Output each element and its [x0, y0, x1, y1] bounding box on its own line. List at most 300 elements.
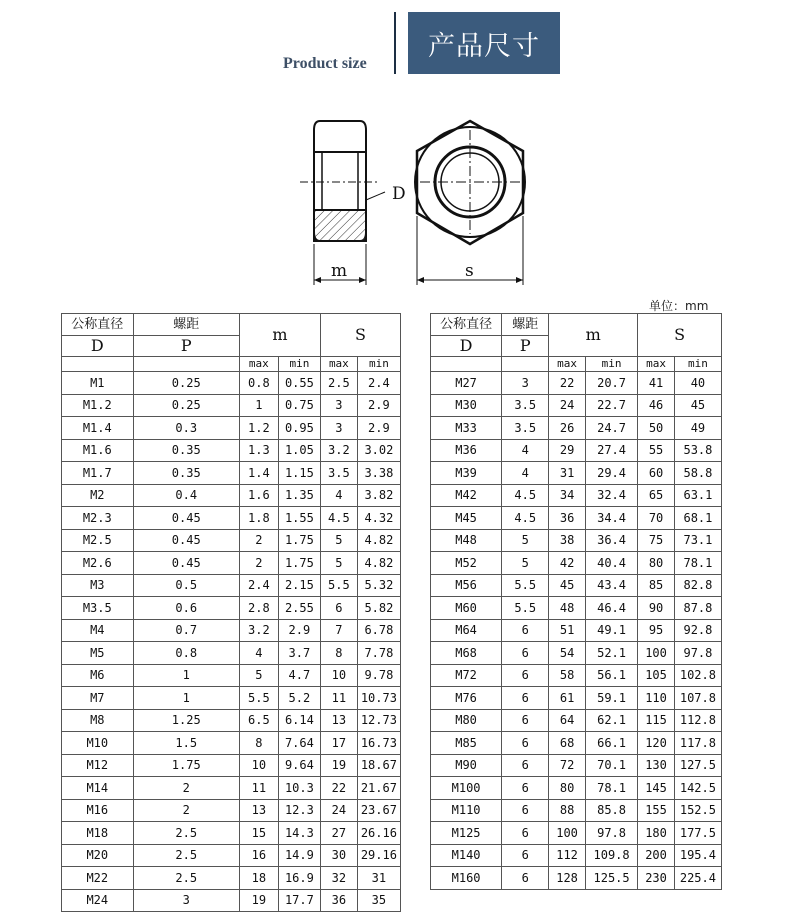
cell-s-max: 230 — [638, 867, 675, 890]
header-title-banner: 产品尺寸 — [408, 12, 560, 74]
cell-m-min: 1.05 — [278, 439, 320, 462]
table-row — [62, 732, 401, 755]
cell-m-max: 18 — [239, 867, 278, 890]
cell-m-max: 5.5 — [239, 687, 278, 710]
cell-s-max: 10 — [320, 664, 357, 687]
cell-s-max: 5.5 — [320, 574, 357, 597]
cell-size: M72 — [431, 664, 502, 687]
cell-m-min: 109.8 — [585, 844, 637, 867]
cell-s-max: 180 — [638, 822, 675, 845]
cell-s-max: 70 — [638, 507, 675, 530]
cell-s-min: 112.8 — [674, 709, 721, 732]
cell-s-min: 21.67 — [357, 777, 400, 800]
cell-s-max: 55 — [638, 439, 675, 462]
cell-m-min: 66.1 — [585, 732, 637, 755]
header-p-symbol: P — [502, 336, 549, 357]
table-row — [62, 664, 401, 687]
table-row — [62, 619, 401, 642]
cell-m-max: 68 — [549, 732, 586, 755]
cell-m-max: 45 — [549, 574, 586, 597]
header-m: m — [549, 314, 638, 357]
cell-m-min: 1.35 — [278, 484, 320, 507]
cell-m-max: 11 — [239, 777, 278, 800]
unit-note: 单位：mm — [649, 299, 709, 313]
label-D: D — [392, 184, 406, 204]
cell-s-min: 107.8 — [674, 687, 721, 710]
cell-s-max: 90 — [638, 597, 675, 620]
cell-pitch: 6 — [502, 822, 549, 845]
cell-pitch: 0.45 — [133, 507, 239, 530]
cell-pitch: 4.5 — [502, 507, 549, 530]
cell-m-max: 128 — [549, 867, 586, 890]
cell-s-min: 63.1 — [674, 484, 721, 507]
cell-s-min: 40 — [674, 372, 721, 395]
cell-m-min: 3.7 — [278, 642, 320, 665]
table-row — [431, 462, 722, 485]
cell-m-min: 2.15 — [278, 574, 320, 597]
cell-s-min: 4.82 — [357, 552, 400, 575]
cell-pitch: 0.4 — [133, 484, 239, 507]
cell-s-max: 200 — [638, 844, 675, 867]
cell-pitch: 3 — [133, 889, 239, 912]
cell-m-min: 2.9 — [278, 619, 320, 642]
cell-pitch: 0.8 — [133, 642, 239, 665]
cell-pitch: 6 — [502, 619, 549, 642]
cell-m-min: 40.4 — [585, 552, 637, 575]
table-row — [431, 799, 722, 822]
cell-s-min: 2.9 — [357, 394, 400, 417]
cell-m-min: 78.1 — [585, 777, 637, 800]
cell-size: M64 — [431, 619, 502, 642]
cell-s-min: 3.38 — [357, 462, 400, 485]
cell-s-min: 3.82 — [357, 484, 400, 507]
table-row — [431, 619, 722, 642]
cell-size: M1.7 — [62, 462, 134, 485]
cell-size: M27 — [431, 372, 502, 395]
cell-pitch: 0.35 — [133, 462, 239, 485]
cell-m-max: 1.4 — [239, 462, 278, 485]
cell-s-max: 5 — [320, 529, 357, 552]
table-row — [431, 394, 722, 417]
cell-size: M60 — [431, 597, 502, 620]
spec-table-right — [430, 313, 722, 890]
cell-s-max: 11 — [320, 687, 357, 710]
cell-size: M2 — [62, 484, 134, 507]
cell-s-min: 12.73 — [357, 709, 400, 732]
cell-pitch: 0.25 — [133, 372, 239, 395]
cell-pitch: 5.5 — [502, 574, 549, 597]
cell-pitch: 1.75 — [133, 754, 239, 777]
cell-m-min: 1.75 — [278, 529, 320, 552]
cell-pitch: 1 — [133, 664, 239, 687]
cell-size: M110 — [431, 799, 502, 822]
cell-m-max: 1.2 — [239, 417, 278, 440]
cell-s-max: 105 — [638, 664, 675, 687]
table-row — [62, 507, 401, 530]
cell-m-max: 19 — [239, 889, 278, 912]
table-row — [431, 867, 722, 890]
cell-pitch: 0.45 — [133, 552, 239, 575]
table-row — [431, 642, 722, 665]
cell-m-min: 34.4 — [585, 507, 637, 530]
table-row — [431, 417, 722, 440]
table-row — [431, 822, 722, 845]
cell-m-max: 8 — [239, 732, 278, 755]
table-row — [62, 574, 401, 597]
cell-s-max: 3.2 — [320, 439, 357, 462]
cell-s-min: 73.1 — [674, 529, 721, 552]
table-row — [431, 754, 722, 777]
cell-s-min: 16.73 — [357, 732, 400, 755]
cell-size: M33 — [431, 417, 502, 440]
table-row — [62, 709, 401, 732]
cell-s-max: 50 — [638, 417, 675, 440]
cell-size: M90 — [431, 754, 502, 777]
cell-m-min: 9.64 — [278, 754, 320, 777]
cell-s-min: 26.16 — [357, 822, 400, 845]
cell-size: M52 — [431, 552, 502, 575]
cell-size: M45 — [431, 507, 502, 530]
cell-s-min: 78.1 — [674, 552, 721, 575]
cell-s-min: 7.78 — [357, 642, 400, 665]
cell-m-min: 27.4 — [585, 439, 637, 462]
cell-s-max: 22 — [320, 777, 357, 800]
cell-m-max: 15 — [239, 822, 278, 845]
cell-s-min: 142.5 — [674, 777, 721, 800]
cell-s-min: 29.16 — [357, 844, 400, 867]
cell-s-max: 3 — [320, 417, 357, 440]
cell-m-min: 70.1 — [585, 754, 637, 777]
cell-s-max: 46 — [638, 394, 675, 417]
spec-table-left — [61, 313, 401, 912]
cell-m-max: 38 — [549, 529, 586, 552]
cell-m-max: 80 — [549, 777, 586, 800]
cell-m-min: 12.3 — [278, 799, 320, 822]
cell-m-min: 46.4 — [585, 597, 637, 620]
cell-m-max: 54 — [549, 642, 586, 665]
cell-size: M6 — [62, 664, 134, 687]
cell-pitch: 0.3 — [133, 417, 239, 440]
cell-m-min: 1.15 — [278, 462, 320, 485]
cell-s-min: 31 — [357, 867, 400, 890]
cell-size: M2.6 — [62, 552, 134, 575]
cell-pitch: 0.35 — [133, 439, 239, 462]
cell-s-max: 80 — [638, 552, 675, 575]
cell-m-max: 48 — [549, 597, 586, 620]
cell-size: M56 — [431, 574, 502, 597]
cell-pitch: 1.5 — [133, 732, 239, 755]
cell-pitch: 6 — [502, 709, 549, 732]
cell-s-min: 53.8 — [674, 439, 721, 462]
header-s-min: min — [357, 357, 400, 372]
cell-s-min: 225.4 — [674, 867, 721, 890]
label-m: m — [331, 261, 348, 281]
cell-s-max: 36 — [320, 889, 357, 912]
cell-m-min: 16.9 — [278, 867, 320, 890]
cell-pitch: 4 — [502, 439, 549, 462]
cell-pitch: 6 — [502, 664, 549, 687]
cell-m-min: 97.8 — [585, 822, 637, 845]
cell-s-min: 45 — [674, 394, 721, 417]
cell-m-min: 56.1 — [585, 664, 637, 687]
cell-s-min: 9.78 — [357, 664, 400, 687]
cell-s-max: 145 — [638, 777, 675, 800]
cell-m-min: 20.7 — [585, 372, 637, 395]
cell-s-min: 10.73 — [357, 687, 400, 710]
cell-m-min: 7.64 — [278, 732, 320, 755]
cell-s-max: 6 — [320, 597, 357, 620]
cell-m-max: 6.5 — [239, 709, 278, 732]
cell-size: M5 — [62, 642, 134, 665]
cell-s-min: 82.8 — [674, 574, 721, 597]
cell-size: M48 — [431, 529, 502, 552]
cell-size: M68 — [431, 642, 502, 665]
cell-size: M140 — [431, 844, 502, 867]
cell-s-max: 65 — [638, 484, 675, 507]
header-blank — [431, 357, 502, 372]
cell-s-min: 3.02 — [357, 439, 400, 462]
cell-pitch: 5.5 — [502, 597, 549, 620]
cell-m-max: 2.8 — [239, 597, 278, 620]
cell-size: M36 — [431, 439, 502, 462]
cell-pitch: 2.5 — [133, 867, 239, 890]
cell-s-min: 5.82 — [357, 597, 400, 620]
table-row — [62, 417, 401, 440]
table-row — [431, 439, 722, 462]
header-s: S — [320, 314, 400, 357]
cell-size: M76 — [431, 687, 502, 710]
cell-m-max: 100 — [549, 822, 586, 845]
cell-m-max: 13 — [239, 799, 278, 822]
cell-m-min: 6.14 — [278, 709, 320, 732]
cell-m-min: 32.4 — [585, 484, 637, 507]
cell-pitch: 6 — [502, 687, 549, 710]
table-row — [431, 552, 722, 575]
hex-nut-drawing — [0, 0, 790, 300]
cell-m-max: 51 — [549, 619, 586, 642]
cell-m-max: 61 — [549, 687, 586, 710]
cell-s-min: 97.8 — [674, 642, 721, 665]
cell-pitch: 6 — [502, 754, 549, 777]
cell-m-min: 0.55 — [278, 372, 320, 395]
cell-size: M2.5 — [62, 529, 134, 552]
header-d-symbol: D — [431, 336, 502, 357]
cell-s-min: 4.82 — [357, 529, 400, 552]
cell-m-max: 1.6 — [239, 484, 278, 507]
cell-m-min: 49.1 — [585, 619, 637, 642]
header-blank — [502, 357, 549, 372]
cell-s-min: 5.32 — [357, 574, 400, 597]
cell-pitch: 0.25 — [133, 394, 239, 417]
cell-m-max: 2 — [239, 552, 278, 575]
cell-m-min: 2.55 — [278, 597, 320, 620]
cell-pitch: 6 — [502, 642, 549, 665]
cell-s-max: 85 — [638, 574, 675, 597]
cell-m-min: 1.75 — [278, 552, 320, 575]
header-m: m — [239, 314, 320, 357]
table-row — [431, 529, 722, 552]
header-nominal-diameter: 公称直径 — [62, 314, 134, 336]
cell-m-max: 2.4 — [239, 574, 278, 597]
table-row — [62, 439, 401, 462]
table-row — [431, 777, 722, 800]
cell-m-min: 29.4 — [585, 462, 637, 485]
cell-s-min: 87.8 — [674, 597, 721, 620]
cell-pitch: 6 — [502, 799, 549, 822]
cell-size: M125 — [431, 822, 502, 845]
cell-pitch: 3 — [502, 372, 549, 395]
table-row — [431, 484, 722, 507]
cell-pitch: 2 — [133, 799, 239, 822]
cell-pitch: 5 — [502, 529, 549, 552]
cell-size: M1.6 — [62, 439, 134, 462]
cell-pitch: 5 — [502, 552, 549, 575]
cell-m-min: 14.3 — [278, 822, 320, 845]
cell-s-max: 13 — [320, 709, 357, 732]
cell-s-max: 110 — [638, 687, 675, 710]
header-pitch: 螺距 — [133, 314, 239, 336]
table-row — [431, 507, 722, 530]
cell-size: M160 — [431, 867, 502, 890]
table-row — [62, 777, 401, 800]
cell-s-min: 92.8 — [674, 619, 721, 642]
table-row — [62, 484, 401, 507]
cell-m-min: 43.4 — [585, 574, 637, 597]
cell-m-max: 36 — [549, 507, 586, 530]
table-row — [431, 372, 722, 395]
cell-s-max: 5 — [320, 552, 357, 575]
cell-s-max: 155 — [638, 799, 675, 822]
cell-pitch: 1 — [133, 687, 239, 710]
cell-pitch: 4 — [502, 462, 549, 485]
cell-s-min: 102.8 — [674, 664, 721, 687]
cell-s-max: 4.5 — [320, 507, 357, 530]
cell-m-min: 10.3 — [278, 777, 320, 800]
cell-size: M39 — [431, 462, 502, 485]
cell-size: M80 — [431, 709, 502, 732]
cell-pitch: 0.5 — [133, 574, 239, 597]
header-blank — [62, 357, 134, 372]
cell-size: M1.4 — [62, 417, 134, 440]
cell-m-max: 2 — [239, 529, 278, 552]
cell-size: M10 — [62, 732, 134, 755]
label-s: s — [465, 261, 474, 281]
cell-size: M30 — [431, 394, 502, 417]
cell-size: M12 — [62, 754, 134, 777]
cell-m-max: 26 — [549, 417, 586, 440]
cell-s-max: 7 — [320, 619, 357, 642]
cell-s-max: 4 — [320, 484, 357, 507]
cell-s-min: 68.1 — [674, 507, 721, 530]
table-row — [62, 844, 401, 867]
cell-size: M85 — [431, 732, 502, 755]
table-row — [431, 574, 722, 597]
cell-s-max: 3 — [320, 394, 357, 417]
cell-m-max: 10 — [239, 754, 278, 777]
cell-s-max: 100 — [638, 642, 675, 665]
cell-s-max: 30 — [320, 844, 357, 867]
cell-m-min: 62.1 — [585, 709, 637, 732]
header-p-symbol: P — [133, 336, 239, 357]
cell-size: M1 — [62, 372, 134, 395]
table-row — [431, 844, 722, 867]
cell-s-max: 41 — [638, 372, 675, 395]
cell-m-min: 59.1 — [585, 687, 637, 710]
cell-pitch: 0.45 — [133, 529, 239, 552]
cell-size: M2.3 — [62, 507, 134, 530]
cell-s-min: 127.5 — [674, 754, 721, 777]
table-row — [62, 889, 401, 912]
product-size-label: Product size — [283, 55, 367, 72]
cell-size: M42 — [431, 484, 502, 507]
cell-s-min: 23.67 — [357, 799, 400, 822]
cell-s-max: 120 — [638, 732, 675, 755]
cell-m-max: 58 — [549, 664, 586, 687]
cell-pitch: 3.5 — [502, 394, 549, 417]
table-row — [62, 642, 401, 665]
cell-m-max: 24 — [549, 394, 586, 417]
cell-m-max: 22 — [549, 372, 586, 395]
cell-m-min: 5.2 — [278, 687, 320, 710]
cell-size: M14 — [62, 777, 134, 800]
cell-s-min: 195.4 — [674, 844, 721, 867]
cell-m-max: 0.8 — [239, 372, 278, 395]
table-row — [62, 597, 401, 620]
cell-m-max: 72 — [549, 754, 586, 777]
cell-m-max: 1 — [239, 394, 278, 417]
cell-s-min: 35 — [357, 889, 400, 912]
header-m-min: min — [585, 357, 637, 372]
cell-s-min: 6.78 — [357, 619, 400, 642]
cell-s-min: 49 — [674, 417, 721, 440]
cell-s-min: 117.8 — [674, 732, 721, 755]
cell-s-max: 3.5 — [320, 462, 357, 485]
cell-pitch: 2 — [133, 777, 239, 800]
cell-m-max: 88 — [549, 799, 586, 822]
cell-m-max: 1.3 — [239, 439, 278, 462]
cell-m-max: 64 — [549, 709, 586, 732]
header-m-max: max — [239, 357, 278, 372]
cell-m-max: 29 — [549, 439, 586, 462]
header-s: S — [638, 314, 722, 357]
table-row — [62, 799, 401, 822]
header-blank — [133, 357, 239, 372]
cell-s-min: 177.5 — [674, 822, 721, 845]
cell-pitch: 1.25 — [133, 709, 239, 732]
cell-s-max: 24 — [320, 799, 357, 822]
cell-m-max: 16 — [239, 844, 278, 867]
cell-pitch: 2.5 — [133, 844, 239, 867]
cell-s-min: 4.32 — [357, 507, 400, 530]
cell-s-min: 18.67 — [357, 754, 400, 777]
table-row — [62, 822, 401, 845]
cell-s-max: 19 — [320, 754, 357, 777]
cell-m-max: 5 — [239, 664, 278, 687]
cell-size: M3.5 — [62, 597, 134, 620]
cell-m-min: 4.7 — [278, 664, 320, 687]
cell-m-max: 1.8 — [239, 507, 278, 530]
cell-pitch: 6 — [502, 867, 549, 890]
cell-m-min: 52.1 — [585, 642, 637, 665]
cell-s-max: 60 — [638, 462, 675, 485]
table-row — [62, 687, 401, 710]
cell-size: M100 — [431, 777, 502, 800]
cell-size: M20 — [62, 844, 134, 867]
cell-s-max: 27 — [320, 822, 357, 845]
header-nominal-diameter: 公称直径 — [431, 314, 502, 336]
cell-m-min: 125.5 — [585, 867, 637, 890]
table-row — [62, 754, 401, 777]
